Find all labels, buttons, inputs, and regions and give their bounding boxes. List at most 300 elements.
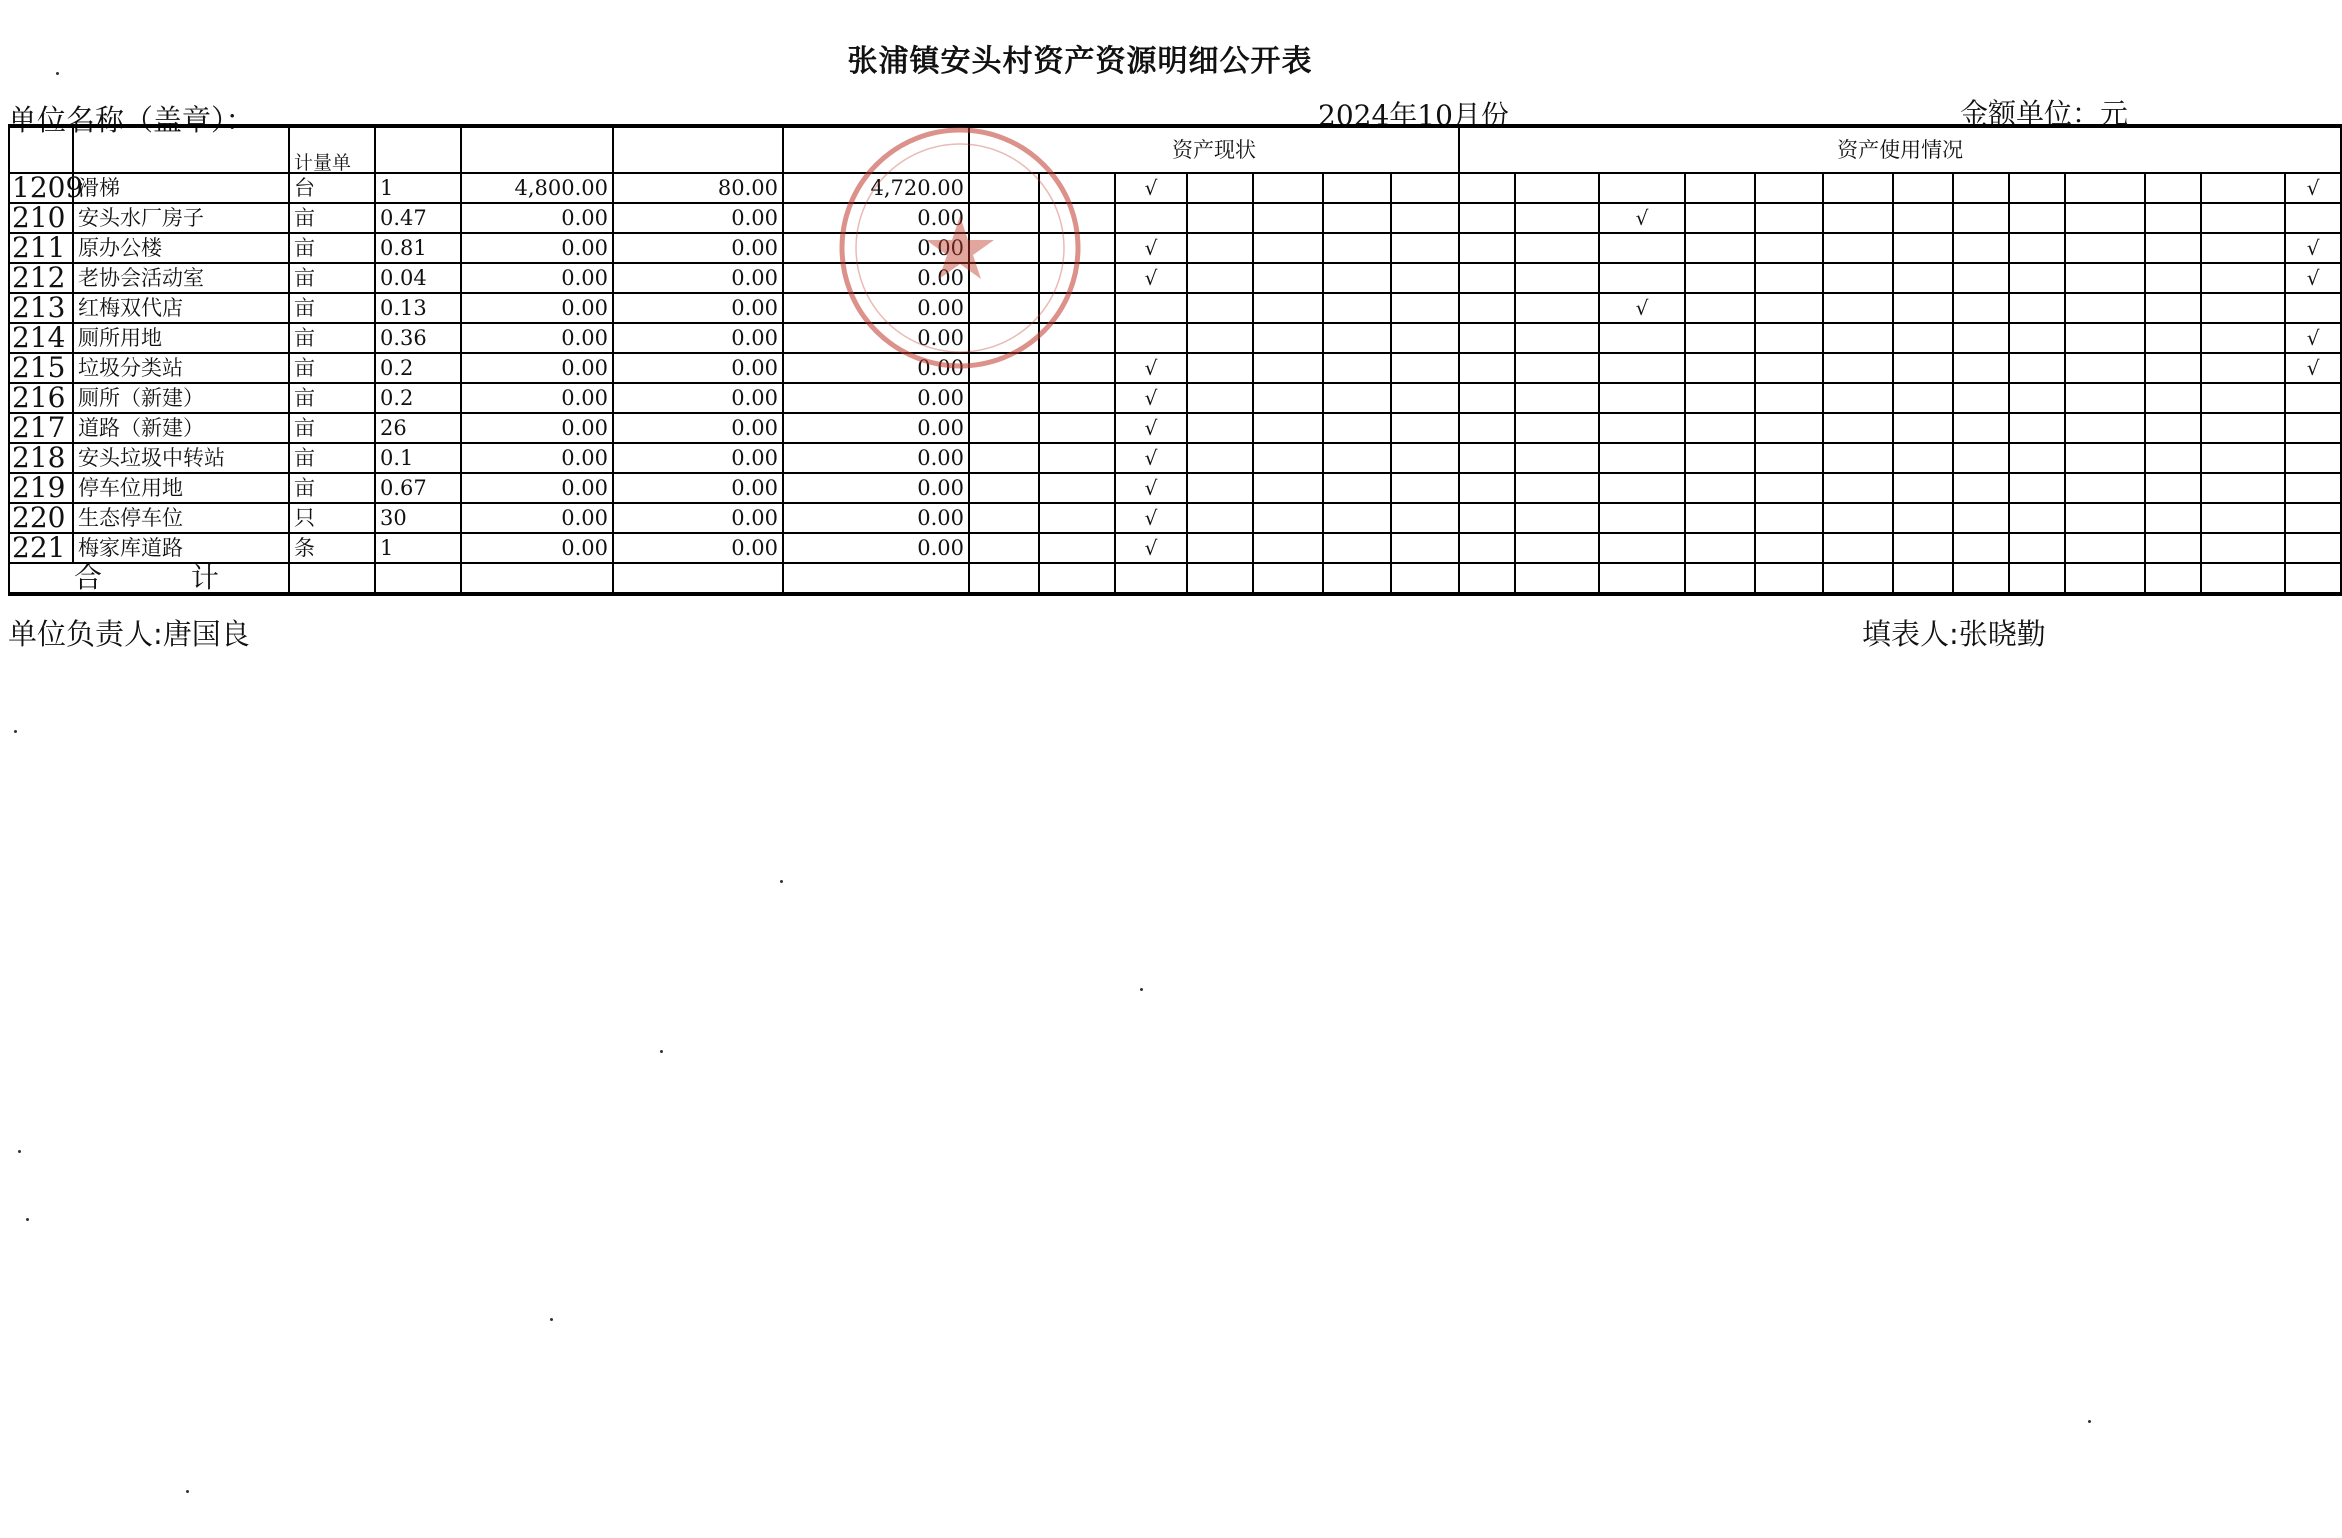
asset-name: 滑梯 [73, 173, 289, 203]
depreciation-value: 0.00 [613, 353, 783, 383]
asset-name: 垃圾分类站 [73, 353, 289, 383]
depreciation-value: 0.00 [613, 203, 783, 233]
quantity: 1 [375, 533, 461, 563]
table-row [9, 383, 2341, 413]
empty-cell [2145, 293, 2201, 323]
empty-cell [1685, 203, 1755, 233]
original-value: 0.00 [461, 263, 613, 293]
empty-cell [1323, 413, 1391, 443]
asset-name: 梅家库道路 [73, 533, 289, 563]
empty-cell [1391, 443, 1459, 473]
empty-cell [1391, 473, 1459, 503]
empty-cell [1515, 503, 1599, 533]
empty-cell [1599, 503, 1685, 533]
empty-cell [1685, 263, 1755, 293]
empty-cell [2065, 263, 2145, 293]
depreciation-value: 0.00 [613, 443, 783, 473]
empty-cell [1599, 473, 1685, 503]
empty-cell [1323, 173, 1391, 203]
measure-unit: 只 [289, 503, 375, 533]
empty-cell [1323, 383, 1391, 413]
check-mark: √ [2285, 353, 2341, 383]
empty-cell [1893, 443, 1953, 473]
row-number: 214 [9, 323, 73, 353]
empty-cell [1823, 323, 1893, 353]
empty-cell [1039, 263, 1115, 293]
depreciation-value: 0.00 [613, 533, 783, 563]
asset-name: 停车位用地 [73, 473, 289, 503]
empty-cell [1823, 443, 1893, 473]
empty-cell [1953, 203, 2009, 233]
depreciation-value: 0.00 [613, 383, 783, 413]
empty-cell [1323, 203, 1391, 233]
empty-cell [1115, 203, 1187, 233]
empty-cell [1459, 323, 1515, 353]
empty-cell [1953, 293, 2009, 323]
empty-cell [969, 203, 1039, 233]
original-value: 0.00 [461, 203, 613, 233]
scan-speck [14, 730, 17, 733]
unit-name-label: 单位名称（盖章）： [8, 103, 255, 137]
empty-cell [1599, 323, 1685, 353]
empty-cell [1253, 563, 1323, 594]
original-value: 0.00 [461, 533, 613, 563]
header-asset-status: 资产现状 [969, 126, 1459, 173]
empty-cell [1515, 353, 1599, 383]
empty-cell [1823, 203, 1893, 233]
empty-cell [1685, 233, 1755, 263]
empty-cell [2065, 353, 2145, 383]
check-mark: √ [1115, 533, 1187, 563]
empty-cell [969, 233, 1039, 263]
page-title: 张浦镇安头村资产资源明细公开表 [847, 44, 1313, 79]
report-period: 2024年10月份 [1318, 99, 1509, 132]
row-number: 210 [9, 203, 73, 233]
empty-cell [1893, 323, 1953, 353]
empty-cell [1039, 443, 1115, 473]
asset-name: 原办公楼 [73, 233, 289, 263]
empty-cell [1187, 383, 1253, 413]
quantity: 1 [375, 173, 461, 203]
empty-cell [1893, 533, 1953, 563]
depreciation-value: 0.00 [613, 503, 783, 533]
original-value: 0.00 [461, 443, 613, 473]
quantity: 0.1 [375, 443, 461, 473]
empty-cell [2145, 173, 2201, 203]
empty-cell [1323, 353, 1391, 383]
empty-cell [2285, 533, 2341, 563]
quantity: 26 [375, 413, 461, 443]
empty-cell [1323, 323, 1391, 353]
empty-cell [1685, 443, 1755, 473]
empty-cell [1599, 413, 1685, 443]
empty-cell [1685, 383, 1755, 413]
original-value: 0.00 [461, 353, 613, 383]
asset-name: 道路（新建） [73, 413, 289, 443]
measure-unit: 亩 [289, 323, 375, 353]
empty-cell [2009, 563, 2065, 594]
quantity: 0.81 [375, 233, 461, 263]
asset-name: 安头垃圾中转站 [73, 443, 289, 473]
empty-cell [1893, 233, 1953, 263]
empty-cell [1459, 203, 1515, 233]
empty-cell [1823, 233, 1893, 263]
empty-cell [1391, 293, 1459, 323]
empty-cell [1755, 383, 1823, 413]
empty-cell [2201, 353, 2285, 383]
empty-cell [1459, 383, 1515, 413]
original-value: 4,800.00 [461, 173, 613, 203]
empty-cell [1459, 413, 1515, 443]
empty-cell [969, 473, 1039, 503]
empty-cell [2065, 383, 2145, 413]
empty-cell [2285, 563, 2341, 594]
empty-cell [2145, 503, 2201, 533]
empty-cell [2201, 563, 2285, 594]
check-mark: √ [1115, 233, 1187, 263]
empty-cell [1823, 353, 1893, 383]
empty-cell [1755, 503, 1823, 533]
net-value: 0.00 [783, 473, 969, 503]
table-row [9, 443, 2341, 473]
net-value: 0.00 [783, 533, 969, 563]
empty-cell [375, 563, 461, 594]
check-mark: √ [1115, 443, 1187, 473]
depreciation-value: 0.00 [613, 233, 783, 263]
asset-name: 厕所（新建） [73, 383, 289, 413]
net-value: 0.00 [783, 203, 969, 233]
row-number: 218 [9, 443, 73, 473]
asset-name: 老协会活动室 [73, 263, 289, 293]
empty-cell [1755, 173, 1823, 203]
empty-cell [1893, 263, 1953, 293]
empty-cell [2145, 563, 2201, 594]
depreciation-value: 0.00 [613, 473, 783, 503]
empty-cell [1253, 413, 1323, 443]
empty-cell [1599, 263, 1685, 293]
empty-cell [1685, 353, 1755, 383]
empty-cell [1253, 473, 1323, 503]
empty-cell [969, 263, 1039, 293]
empty-cell [2201, 323, 2285, 353]
scan-speck [186, 1490, 189, 1493]
empty-cell [1823, 473, 1893, 503]
row-number: 1209 [9, 173, 73, 203]
empty-cell [2145, 383, 2201, 413]
empty-cell [1039, 473, 1115, 503]
empty-cell [1039, 203, 1115, 233]
check-mark: √ [2285, 173, 2341, 203]
empty-cell [1823, 533, 1893, 563]
empty-cell [969, 563, 1039, 594]
empty-cell [1755, 293, 1823, 323]
empty-cell [2201, 233, 2285, 263]
measure-unit: 亩 [289, 413, 375, 443]
empty-cell [1953, 563, 2009, 594]
empty-cell [969, 533, 1039, 563]
table-row [9, 503, 2341, 533]
empty-cell [1391, 413, 1459, 443]
depreciation-value: 0.00 [613, 263, 783, 293]
empty-cell [2201, 503, 2285, 533]
table-row [9, 293, 2341, 323]
empty-cell [1459, 293, 1515, 323]
empty-cell [1253, 533, 1323, 563]
row-number: 216 [9, 383, 73, 413]
empty-cell [1823, 413, 1893, 443]
empty-cell [1755, 323, 1823, 353]
original-value: 0.00 [461, 383, 613, 413]
empty-cell [1515, 293, 1599, 323]
empty-cell [1515, 263, 1599, 293]
empty-cell [1253, 173, 1323, 203]
empty-cell [1323, 263, 1391, 293]
empty-cell [1953, 263, 2009, 293]
empty-cell [1599, 233, 1685, 263]
empty-cell [1755, 263, 1823, 293]
empty-cell [1323, 563, 1391, 594]
scan-speck [1140, 988, 1143, 991]
empty-cell [1391, 353, 1459, 383]
net-value: 0.00 [783, 413, 969, 443]
empty-cell [2009, 533, 2065, 563]
empty-cell [1187, 293, 1253, 323]
empty-cell [1893, 353, 1953, 383]
empty-cell [1953, 473, 2009, 503]
empty-cell [2201, 383, 2285, 413]
empty-cell [1187, 203, 1253, 233]
empty-cell [1685, 473, 1755, 503]
empty-cell [1599, 563, 1685, 594]
empty-cell [1685, 413, 1755, 443]
empty-cell [1039, 533, 1115, 563]
empty-cell [1039, 563, 1115, 594]
empty-cell [969, 383, 1039, 413]
net-value: 0.00 [783, 293, 969, 323]
empty-cell [1391, 233, 1459, 263]
table-row [9, 473, 2341, 503]
empty-cell [1823, 293, 1893, 323]
empty-cell [2285, 503, 2341, 533]
empty-cell [1823, 503, 1893, 533]
empty-cell [1187, 323, 1253, 353]
empty-cell [1685, 533, 1755, 563]
original-value: 0.00 [461, 473, 613, 503]
empty-cell [2201, 293, 2285, 323]
empty-cell [2201, 263, 2285, 293]
row-number: 221 [9, 533, 73, 563]
empty-cell [2201, 413, 2285, 443]
header-unit: 计量单 [289, 126, 375, 173]
check-mark: √ [1115, 263, 1187, 293]
check-mark: √ [1115, 383, 1187, 413]
empty-cell [1459, 263, 1515, 293]
check-mark: √ [1599, 293, 1685, 323]
empty-cell [1187, 413, 1253, 443]
empty-cell [1187, 173, 1253, 203]
empty-cell [1599, 383, 1685, 413]
empty-cell [969, 503, 1039, 533]
asset-name: 安头水厂房子 [73, 203, 289, 233]
measure-unit: 台 [289, 173, 375, 203]
empty-cell [1953, 503, 2009, 533]
empty-cell [461, 563, 613, 594]
quantity: 0.13 [375, 293, 461, 323]
measure-unit: 亩 [289, 233, 375, 263]
empty-cell [2009, 173, 2065, 203]
asset-name: 厕所用地 [73, 323, 289, 353]
empty-cell [1253, 443, 1323, 473]
empty-cell [1599, 443, 1685, 473]
empty-cell [1391, 503, 1459, 533]
empty-cell [1953, 173, 2009, 203]
header-asset-usage: 资产使用情况 [1459, 126, 2341, 173]
empty-cell [1253, 353, 1323, 383]
empty-cell [2145, 353, 2201, 383]
measure-unit: 亩 [289, 353, 375, 383]
empty-cell [1459, 533, 1515, 563]
original-value: 0.00 [461, 323, 613, 353]
empty-cell [1391, 383, 1459, 413]
check-mark: √ [2285, 263, 2341, 293]
empty-cell [1039, 233, 1115, 263]
asset-table [8, 124, 2342, 596]
empty-cell [1187, 353, 1253, 383]
empty-cell [969, 173, 1039, 203]
empty-cell [1755, 203, 1823, 233]
empty-cell [1685, 563, 1755, 594]
quantity: 0.2 [375, 383, 461, 413]
empty-cell [1953, 533, 2009, 563]
empty-cell [1515, 203, 1599, 233]
depreciation-value: 80.00 [613, 173, 783, 203]
original-value: 0.00 [461, 503, 613, 533]
empty-cell [1323, 473, 1391, 503]
responsible-person: 单位负责人:唐国良 [8, 617, 250, 651]
empty-cell [1187, 473, 1253, 503]
row-number: 217 [9, 413, 73, 443]
check-mark: √ [1115, 473, 1187, 503]
empty-cell [1459, 353, 1515, 383]
empty-cell [1755, 413, 1823, 443]
empty-cell [2065, 323, 2145, 353]
empty-cell [1755, 533, 1823, 563]
total-label: 合 计 [9, 563, 289, 594]
net-value: 0.00 [783, 323, 969, 353]
empty-cell [1391, 323, 1459, 353]
empty-cell [2145, 233, 2201, 263]
empty-cell [1953, 413, 2009, 443]
scan-speck [780, 880, 783, 883]
net-value: 0.00 [783, 503, 969, 533]
scan-speck [2088, 1420, 2091, 1423]
empty-cell [1893, 383, 1953, 413]
empty-cell [1459, 173, 1515, 203]
empty-cell [1599, 173, 1685, 203]
empty-cell [1253, 503, 1323, 533]
empty-cell [1459, 443, 1515, 473]
table-row [9, 263, 2341, 293]
scan-speck [26, 1218, 29, 1221]
check-mark: √ [1115, 413, 1187, 443]
empty-cell [1515, 413, 1599, 443]
asset-name: 红梅双代店 [73, 293, 289, 323]
empty-cell [1893, 203, 1953, 233]
empty-cell [1823, 563, 1893, 594]
empty-cell [2065, 173, 2145, 203]
empty-cell [1893, 563, 1953, 594]
quantity: 0.2 [375, 353, 461, 383]
table-row [9, 323, 2341, 353]
empty-cell [969, 323, 1039, 353]
scan-speck [18, 1150, 21, 1153]
empty-cell [1115, 563, 1187, 594]
empty-cell [2009, 413, 2065, 443]
empty-cell [1515, 323, 1599, 353]
scan-speck [56, 72, 59, 75]
empty-cell [1823, 263, 1893, 293]
depreciation-value: 0.00 [613, 323, 783, 353]
row-number: 215 [9, 353, 73, 383]
empty-cell [969, 293, 1039, 323]
net-value: 0.00 [783, 263, 969, 293]
net-value: 0.00 [783, 383, 969, 413]
empty-cell [1755, 563, 1823, 594]
empty-cell [1755, 443, 1823, 473]
empty-cell [1323, 233, 1391, 263]
net-value: 0.00 [783, 233, 969, 263]
empty-cell [2201, 473, 2285, 503]
empty-cell [1893, 293, 1953, 323]
empty-cell [1253, 233, 1323, 263]
empty-cell [1685, 173, 1755, 203]
empty-cell [2145, 443, 2201, 473]
net-value: 0.00 [783, 443, 969, 473]
measure-unit: 亩 [289, 203, 375, 233]
quantity: 0.47 [375, 203, 461, 233]
row-number: 219 [9, 473, 73, 503]
empty-cell [1039, 293, 1115, 323]
empty-cell [2009, 383, 2065, 413]
form-preparer: 填表人:张晓勤 [1862, 617, 2046, 651]
measure-unit: 亩 [289, 443, 375, 473]
measure-unit: 亩 [289, 383, 375, 413]
empty-cell [1515, 533, 1599, 563]
empty-cell [2065, 443, 2145, 473]
empty-cell [1893, 473, 1953, 503]
empty-cell [2065, 563, 2145, 594]
empty-cell [1187, 233, 1253, 263]
empty-cell [1459, 473, 1515, 503]
row-number: 220 [9, 503, 73, 533]
check-mark: √ [1115, 353, 1187, 383]
quantity: 30 [375, 503, 461, 533]
empty-cell [1391, 533, 1459, 563]
currency-unit-label: 金额单位：元 [1960, 97, 2129, 130]
empty-cell [2065, 203, 2145, 233]
depreciation-value: 0.00 [613, 413, 783, 443]
empty-cell [2285, 383, 2341, 413]
empty-cell [2285, 203, 2341, 233]
empty-cell [1685, 293, 1755, 323]
empty-cell [2145, 533, 2201, 563]
empty-cell [1253, 293, 1323, 323]
empty-cell [1685, 503, 1755, 533]
empty-cell [1187, 563, 1253, 594]
empty-cell [1599, 533, 1685, 563]
empty-cell [1391, 263, 1459, 293]
measure-unit: 亩 [289, 473, 375, 503]
